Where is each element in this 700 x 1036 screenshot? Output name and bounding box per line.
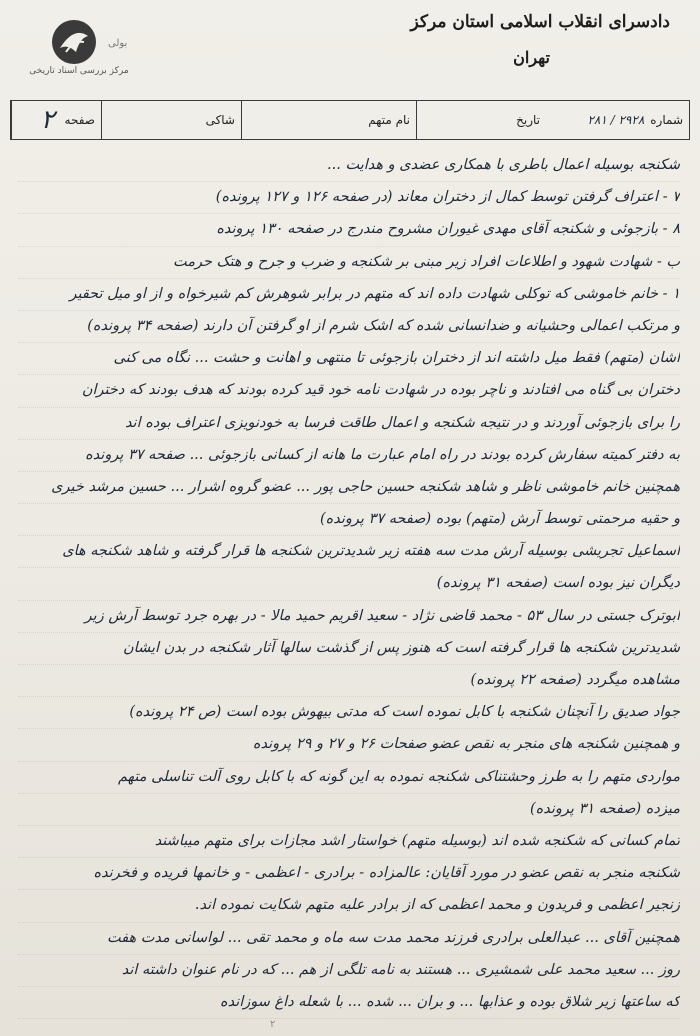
- handwritten-line: روز ... سعید محمد علی شمشیری ... هستند به نامه تلگی از هم ... که در نام عنوان داشته اند: [18, 955, 680, 987]
- handwritten-line: دیگران نیز بوده است (صفحه ۳۱ پرونده): [18, 568, 680, 600]
- handwritten-line: که ساعتها زیر شلاق بوده و عذابها ... و بران ... شده ... با شعله داغ سوزانده: [18, 987, 680, 1019]
- letterhead-mark: بولی: [108, 38, 128, 49]
- date-cell: [416, 101, 546, 139]
- handwritten-line: و حقیه مرحمتی توسط آرش (متهم) بوده (صفحه ۳۷ پرونده): [18, 504, 680, 536]
- handwritten-line: ۷ - اعتراف گرفتن توسط کمال از دختران معاند (در صفحه ۱۲۶ و ۱۲۷ پرونده): [18, 182, 680, 214]
- number-cell: [546, 101, 689, 139]
- handwritten-line: اشان (متهم) فقط میل داشته اند از دختران بازجوئی تا منتهی و اهانت و حشت ... نگاه می کنی: [18, 343, 680, 375]
- page-number: ۲: [40, 105, 55, 135]
- handwritten-line: شکنجه منجر به نقص عضو در مورد آقایان: عالمزاده - برادری - اعظمی - و خانمها فریده و فخرنده: [18, 858, 680, 890]
- accused-cell: [241, 101, 416, 139]
- logo-caption: مرکز بررسی اسناد تاریخی: [29, 66, 129, 76]
- handwritten-line: تمام کسانی که شکنجه شده اند (بوسیله متهم) خواستار اشد مجازات برای متهم میباشند: [18, 826, 680, 858]
- footer-mark: ۲: [270, 1019, 276, 1030]
- handwritten-line: اسماعیل تجریشی بوسیله آرش مدت سه هفته زیر شدیدترین شکنجه ها قرار گرفته و شاهد شکنجه های: [18, 536, 680, 568]
- date-label: تاریخ: [516, 113, 540, 127]
- handwritten-line: دختران بی گناه می افتادند و ناچر بوده در شهادت نامه خود قید کرده بودند که هدف بودند که دختران: [18, 375, 680, 407]
- handwritten-line: ب - شهادت شهود و اطلاعات افراد زیر مبنی بر شکنجه و ضرب و جرح و هتک حرمت: [18, 247, 680, 279]
- handwritten-line: ابوترک جستی در سال ۵۳ - محمد قاضی نژاد - سعید اقریم حمید مالا - در بهره جرد توسط آرش زیر: [18, 601, 680, 633]
- form-header-row: [10, 100, 690, 140]
- handwritten-line: همچنین خانم خاموشی ناظر و شاهد شکنجه حسین حاجی پور ... عضو گروه اشرار ... حسین مرشد خیری: [18, 472, 680, 504]
- handwritten-line: ۱ - خانم خاموشی که توکلی شهادت داده اند که متهم در برابر شوهرش کم شیرخواه و از او میل تحقیر: [18, 279, 680, 311]
- accused-label: نام متهم: [368, 113, 410, 127]
- handwritten-line: شدیدترین شکنجه ها قرار گرفته است که هنوز پس از گذشت سالها آثار شکنجه در بدن ایشان: [18, 633, 680, 665]
- archive-logo-icon: [50, 18, 98, 66]
- page-cell: [11, 101, 101, 139]
- plaintiff-label: شاکی: [205, 113, 235, 127]
- handwritten-line: همچنین آقای ... عبدالعلی برادری فرزند محمد مدت سه ماه و محمد تقی ... لواسانی مدت هفت: [18, 923, 680, 955]
- handwritten-line: جواد صدیق را آنچنان شکنجه با کابل نموده است که مدتی بیهوش بوده است (ص ۲۴ پرونده): [18, 697, 680, 729]
- handwritten-line: زنجیر اعظمی و فریدون و محمد اعظمی که از برادر علیه متهم شکایت نموده اند.: [18, 890, 680, 922]
- document-header: [0, 0, 700, 110]
- handwritten-line: به دفتر کمیته سفارش کرده بودند در راه امام عبارت ما هانه از کسانی بازجوئی ... صفحه ۳۷ پرونده: [18, 440, 680, 472]
- handwritten-line: شکنجه بوسیله اعمال باطری با همکاری عضدی و هدایت ...: [18, 150, 680, 182]
- court-title: دادسرای انقلاب اسلامی استان مرکز: [410, 12, 670, 32]
- handwritten-line: و مرتکب اعمالی وحشیانه و ضدانسانی شده که اشک شرم از او گرفتن آن دارند (صفحه ۳۴ پرونده): [18, 311, 680, 343]
- number-value: ۲۹۲۸ / ۲۸۱: [587, 113, 645, 127]
- handwritten-line: مواردی متهم را به طرز وحشتناکی شکنجه نموده به این گونه که با کابل روی آلت تناسلی متهم: [18, 762, 680, 794]
- court-city: تهران: [513, 48, 550, 67]
- number-label: شماره: [650, 113, 683, 127]
- handwritten-body: [18, 150, 680, 1019]
- handwritten-line: ۸ - بازجوئی و شکنجه آقای مهدی غیوران مشروح مندرج در صفحه ۱۳۰ پرونده: [18, 214, 680, 246]
- handwritten-line: را برای بازجوئی آوردند و در نتیجه شکنجه و اعمال طاقت فرسا به خودنویزی اعتراف بوده اند: [18, 408, 680, 440]
- handwritten-line: مشاهده میگردد (صفحه ۲۲ پرونده): [18, 665, 680, 697]
- page-label: صفحه: [64, 113, 95, 127]
- plaintiff-cell: [101, 101, 241, 139]
- handwritten-line: میزده (صفحه ۳۱ پرونده): [18, 794, 680, 826]
- handwritten-line: و همچنین شکنجه های منجر به نقص عضو صفحات ۲۶ و ۲۷ و ۲۹ پرونده: [18, 729, 680, 761]
